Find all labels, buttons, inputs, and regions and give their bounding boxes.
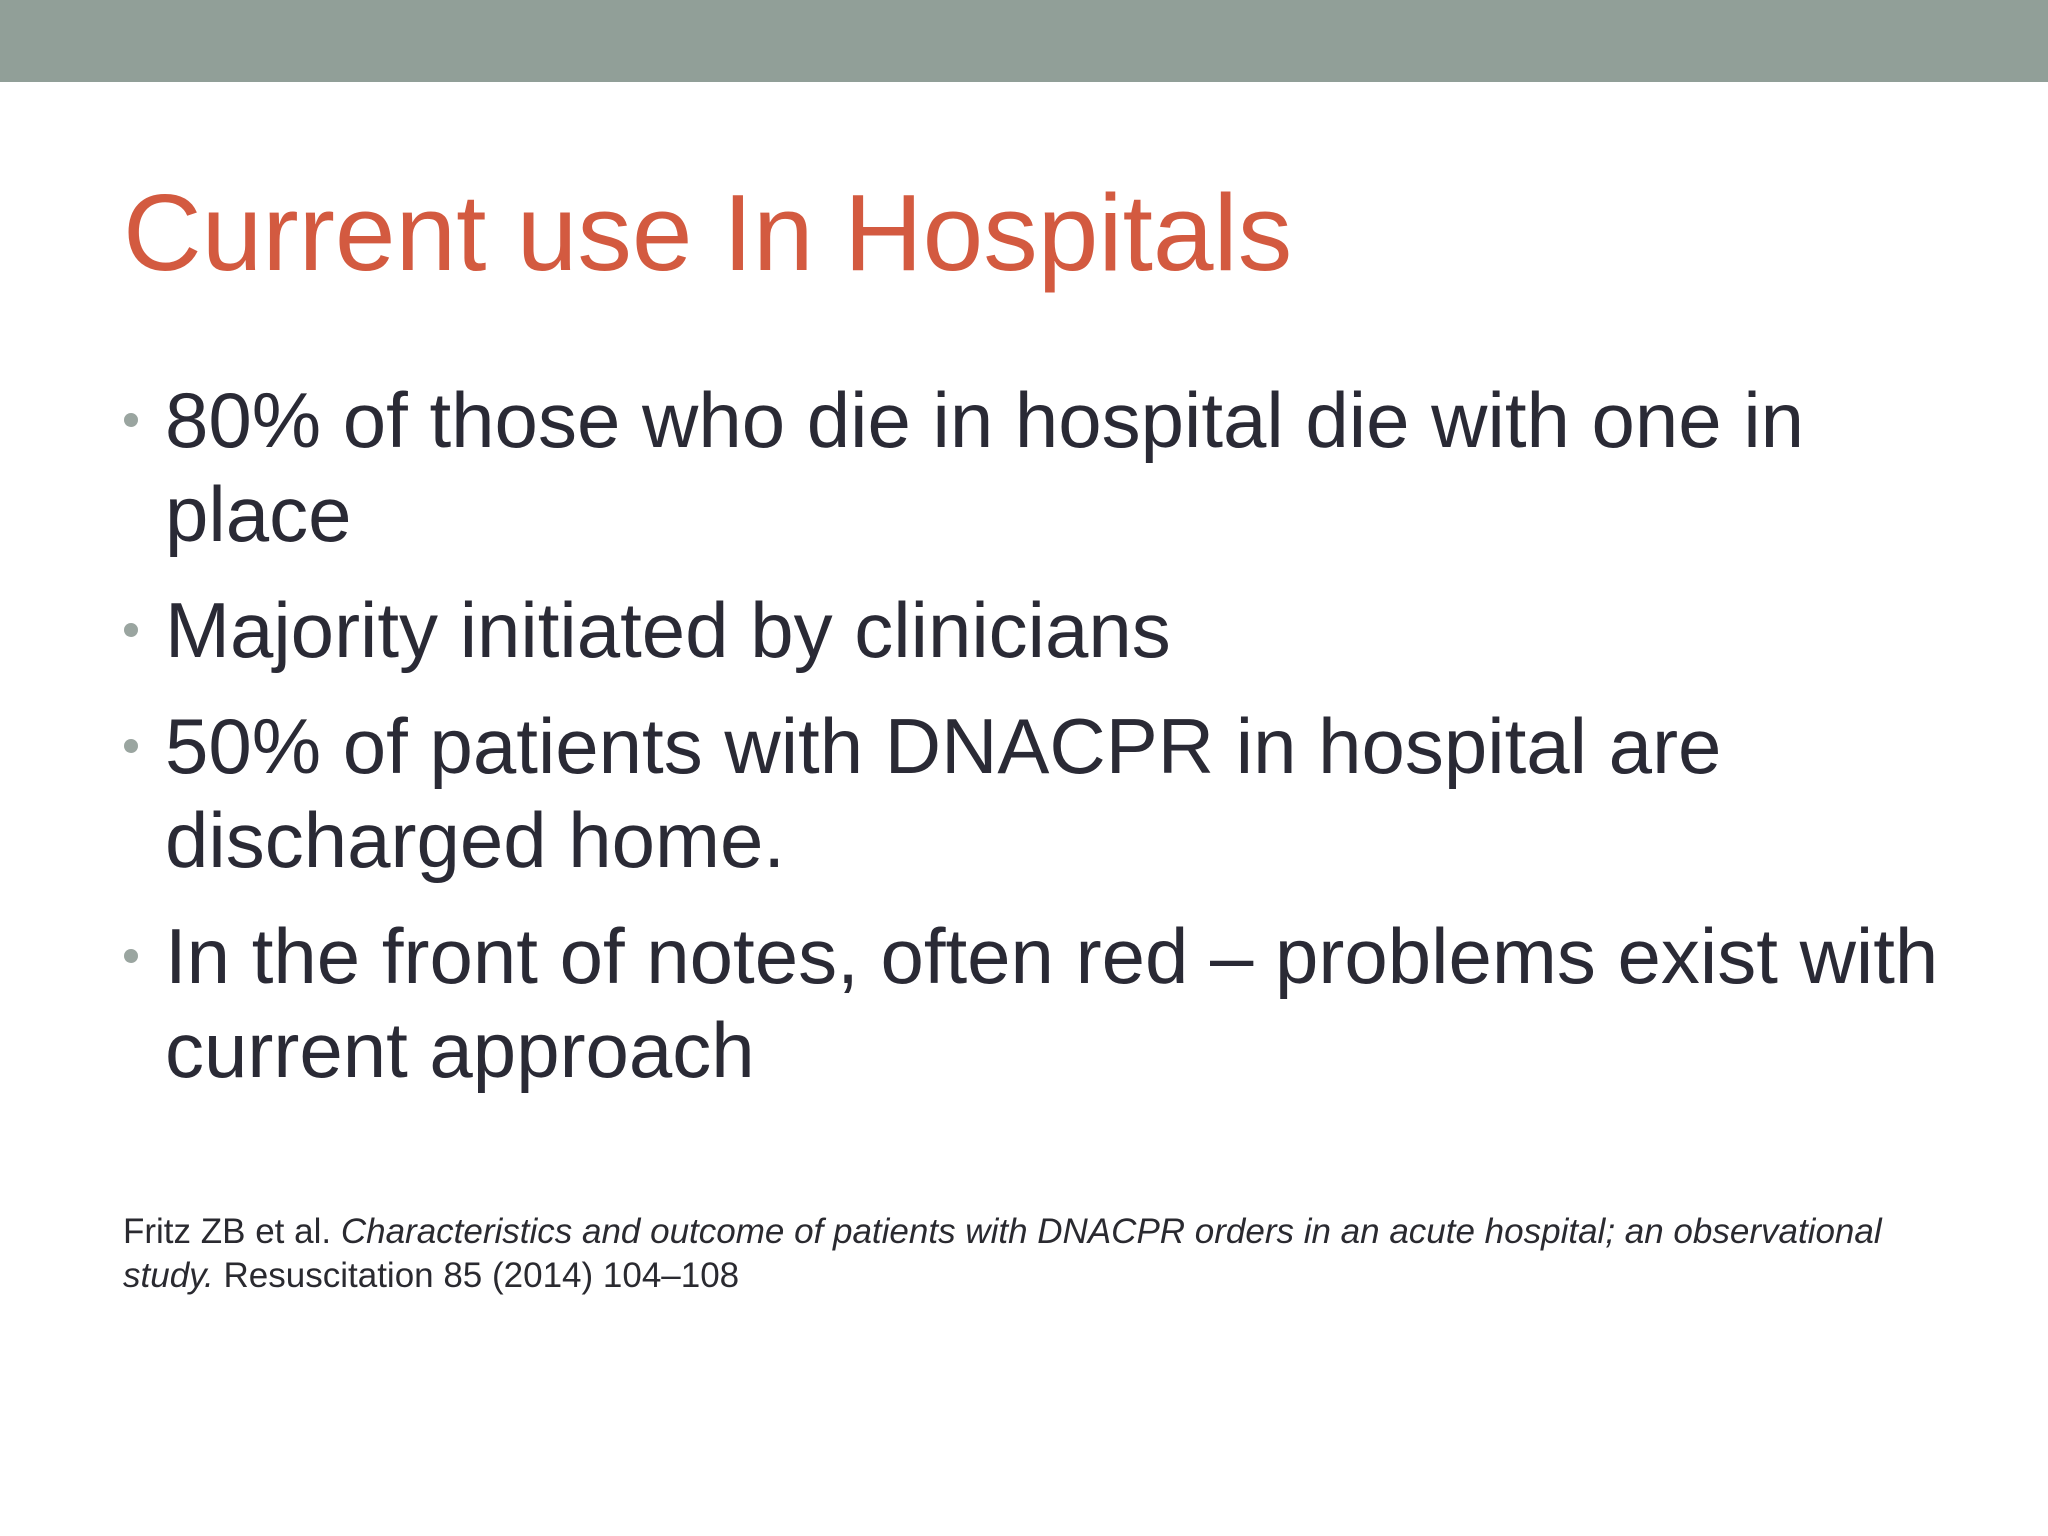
citation-article-title: Characteristics and outcome of patients with DNACPR orders in an acute hospital; an observational study. [123,1212,1882,1295]
citation-authors: Fritz ZB et al. [123,1212,332,1251]
bullet-item [124,373,1964,561]
bullet-list [124,373,1964,1119]
bullet-dot-icon [124,949,138,963]
bullet-text: Majority initiated by clinicians [165,586,1171,674]
citation-source: Resuscitation 85 (2014) 104–108 [223,1256,740,1295]
bullet-item [124,699,1964,887]
slide-title: Current use In Hospitals [123,172,1293,294]
bullet-text: 50% of patients with DNACPR in hospital are discharged home. [165,702,1722,884]
bullet-dot-icon [124,413,138,427]
top-bar [0,0,2048,82]
bullet-dot-icon [124,739,138,753]
bullet-dot-icon [124,623,138,637]
bullet-text: In the front of notes, often red – problems exist with current approach [165,912,1939,1094]
bullet-text: 80% of those who die in hospital die with one in place [165,376,1805,558]
bullet-item [124,583,1964,677]
bullet-item [124,909,1964,1097]
citation [123,1210,1953,1298]
